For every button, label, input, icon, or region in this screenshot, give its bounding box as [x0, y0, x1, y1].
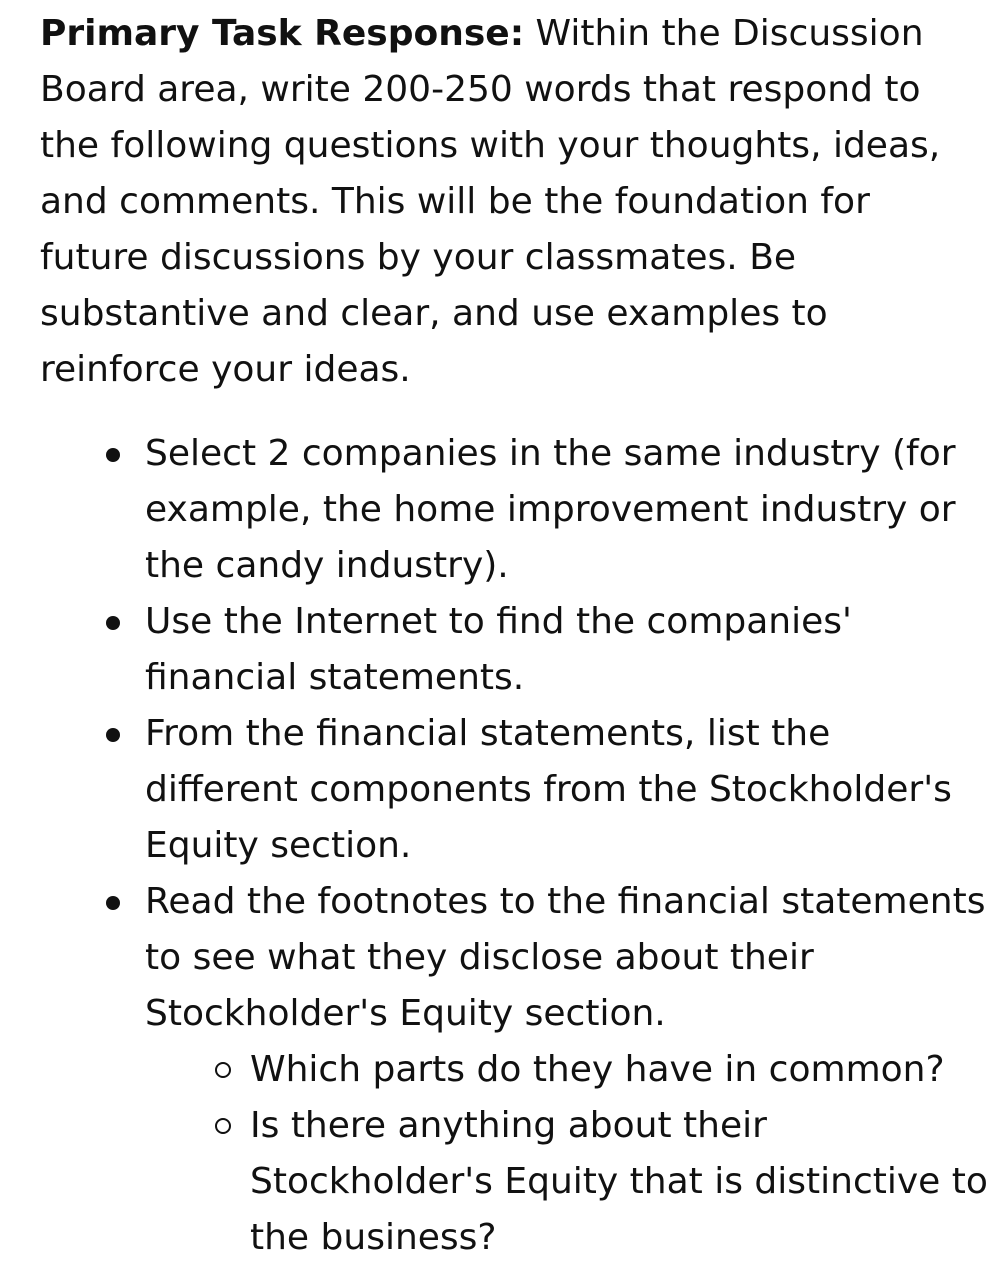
- intro-line: Within the Discussion: [524, 13, 924, 54]
- sub-task-list-item: [145, 1042, 1000, 1098]
- task-list-item: [40, 874, 1000, 1266]
- bullet-circle-icon: [215, 1118, 231, 1134]
- intro-line: reinforce your ideas.: [40, 349, 411, 390]
- task-line: Equity section.: [145, 825, 412, 866]
- intro-line: substantive and clear, and use examples to: [40, 293, 828, 334]
- bullet-dot-icon: [106, 896, 120, 910]
- assignment-content: [40, 6, 1000, 1266]
- intro-paragraph: [40, 6, 990, 398]
- bullet-circle-icon: [215, 1062, 231, 1078]
- task-list-item: [40, 426, 1000, 594]
- task-line: to see what they disclose about their: [145, 937, 814, 978]
- task-line: Read the footnotes to the financial statements: [145, 881, 986, 922]
- sub-task-line: the business?: [250, 1217, 497, 1258]
- intro-line: the following questions with your thoughts, ideas,: [40, 125, 941, 166]
- sub-task-list: [145, 1042, 1000, 1266]
- sub-task-line: Stockholder's Equity that is distinctive to: [250, 1161, 988, 1202]
- task-line: different components from the Stockholder's: [145, 769, 952, 810]
- sub-task-line: Which parts do they have in common?: [250, 1049, 945, 1090]
- bullet-dot-icon: [106, 728, 120, 742]
- task-list-item: [40, 594, 1000, 706]
- intro-line: and comments. This will be the foundation for: [40, 181, 870, 222]
- task-line: Use the Internet to find the companies': [145, 601, 852, 642]
- task-line: From the financial statements, list the: [145, 713, 831, 754]
- bullet-dot-icon: [106, 448, 120, 462]
- bullet-dot-icon: [106, 616, 120, 630]
- task-line: Select 2 companies in the same industry (for: [145, 433, 956, 474]
- task-line: Stockholder's Equity section.: [145, 993, 666, 1034]
- sub-task-line: Is there anything about their: [250, 1105, 767, 1146]
- task-list: [40, 426, 1000, 1266]
- task-line: financial statements.: [145, 657, 525, 698]
- intro-label: Primary Task Response:: [40, 13, 525, 54]
- intro-line: Board area, write 200-250 words that respond to: [40, 69, 921, 110]
- intro-line: future discussions by your classmates. Be: [40, 237, 797, 278]
- sub-task-list-item: [145, 1098, 1000, 1266]
- task-line: example, the home improvement industry or: [145, 489, 956, 530]
- task-line: the candy industry).: [145, 545, 509, 586]
- task-list-item: [40, 706, 1000, 874]
